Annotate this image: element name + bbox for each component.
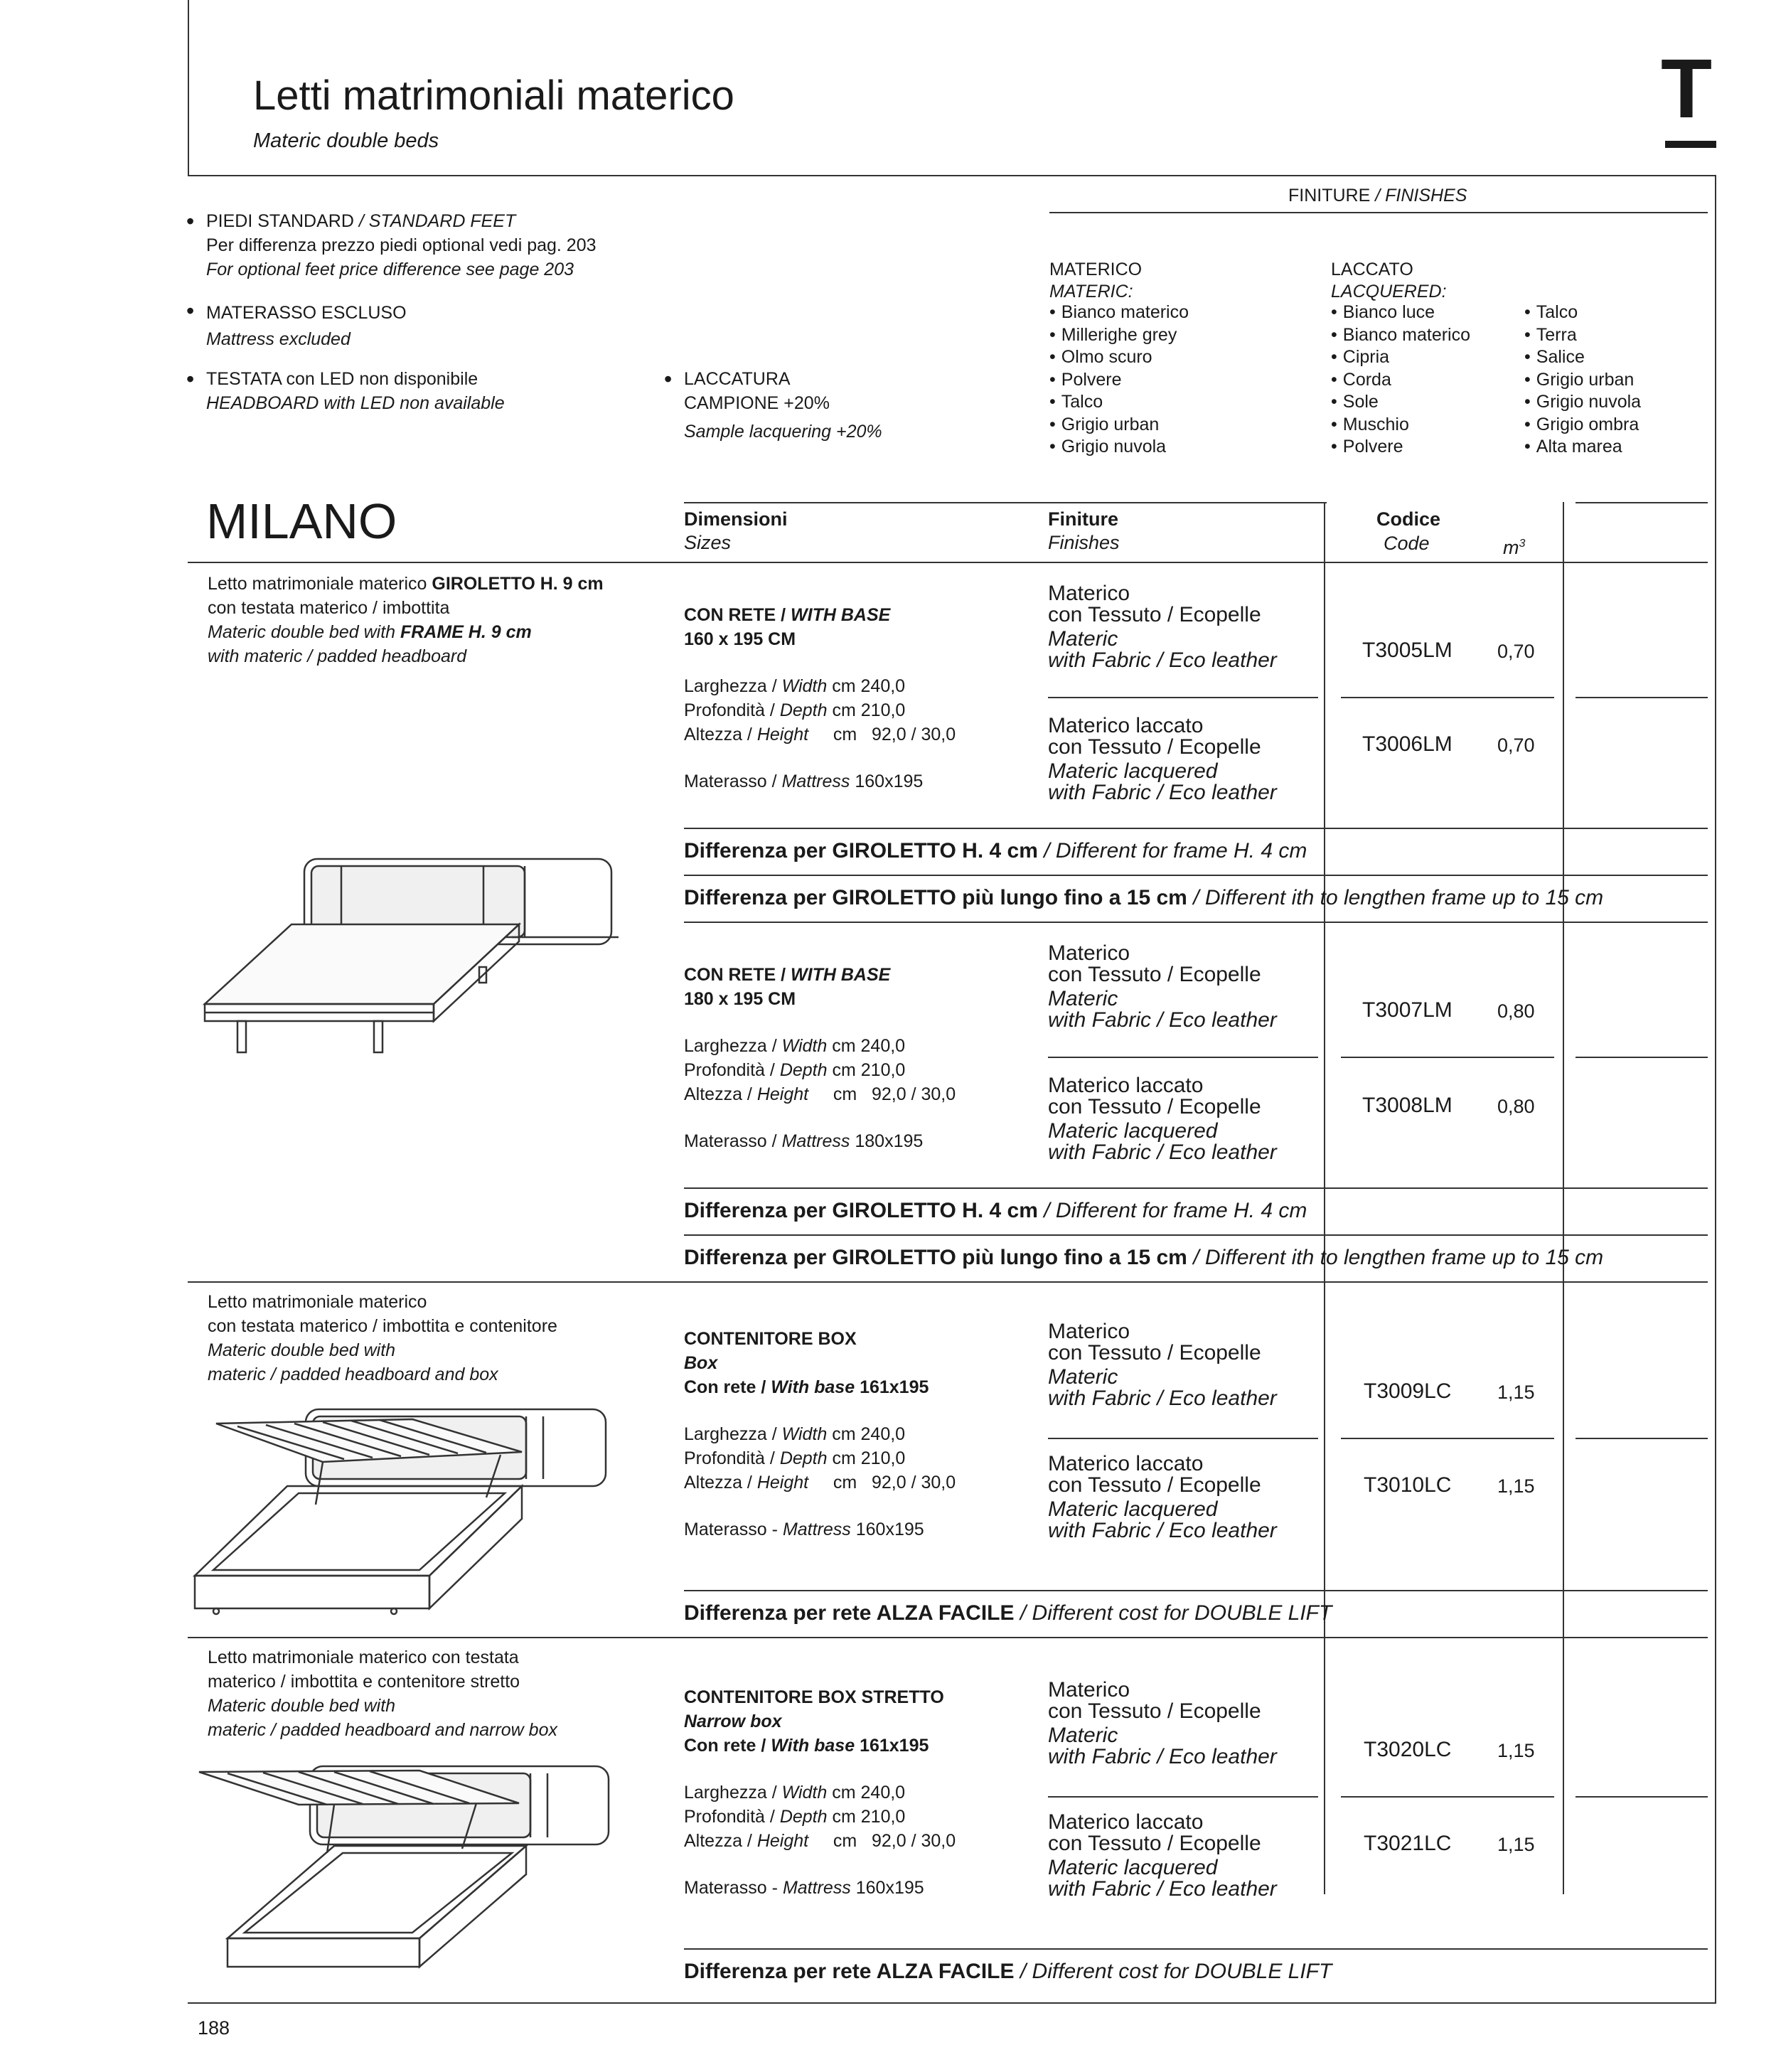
finish-divider: [1576, 1438, 1708, 1439]
finish-item: • Bianco materico: [1331, 324, 1470, 347]
code-value: T3010LC: [1364, 1473, 1452, 1497]
m3-value: 0,70: [1497, 735, 1535, 756]
header-code: Codice: [1376, 508, 1441, 530]
finish-item: • Terra: [1524, 324, 1641, 347]
finishes-rule: [1049, 212, 1708, 213]
finish-item: • Muschio: [1331, 414, 1470, 437]
m3-value: 0,70: [1497, 641, 1535, 662]
code-value: T3006LM: [1362, 732, 1453, 756]
bed-illustration-3: [192, 1761, 619, 1974]
code-value: T3021LC: [1364, 1832, 1452, 1855]
finishes-laccato: LACCATO LACQUERED: • Bianco luce • Bianco materico • Cipria • Corda • Sole • Muschio • Polvere: [1331, 257, 1470, 459]
diff-double-lift: Differenza per rete ALZA FACILE / Different cost for DOUBLE LIFT: [684, 1960, 1332, 1983]
code-value: T3020LC: [1364, 1738, 1452, 1761]
row-rule: [684, 1187, 1708, 1189]
finish-item: • Cipria: [1331, 346, 1470, 369]
row-rule: [684, 1234, 1708, 1236]
page-left-rule: [188, 0, 189, 176]
m3-value: 0,80: [1497, 1096, 1535, 1117]
table-top-rule: [1576, 502, 1708, 503]
note-mattress: MATERASSO ESCLUSO Mattress excluded: [206, 303, 407, 349]
diff-frame-15: Differenza per GIROLETTO più lungo fino a 15 cm / Different ith to lengthen frame up to 15 cm: [684, 1246, 1604, 1269]
finishes-laccato-col2: [1524, 301, 1641, 459]
box-dims: CONTENITORE BOX Box Con rete / With base 161x195 Larghezza / Width cm 240,0 Profondità / Depth cm 210,0 Altezza / Height cm 92,0 / 30,0 Materasso - Mattress 160x195: [684, 1329, 956, 1539]
product-rule: [188, 1637, 1708, 1638]
bed-illustration-2: [188, 1405, 614, 1618]
section-letter-underline: [1665, 141, 1716, 148]
finish-divider: [1341, 1796, 1554, 1798]
finish-materico: Materico con Tessuto / Ecopelle Materic with Fabric / Eco leather: [1048, 941, 1277, 1032]
finish-item: • Corda: [1331, 369, 1470, 392]
row-rule: [684, 828, 1708, 829]
finish-divider: [1048, 1438, 1318, 1439]
code-value: T3008LM: [1362, 1094, 1453, 1117]
finish-divider: [1048, 1057, 1318, 1058]
code-value: T3009LC: [1364, 1379, 1452, 1403]
row-180-dims: CON RETE / WITH BASE 180 x 195 CM Larghezza / Width cm 240,0 Profondità / Depth cm 210,0 Altezza / Height cm 92,0 / 30,0 Materasso / Mattress 180x195: [684, 965, 956, 1151]
col-divider: [1324, 502, 1325, 1894]
row-160-dims: CON RETE / WITH BASE 160 x 195 CM Larghezza / Width cm 240,0 Profondità / Depth cm 210,0 Altezza / Height cm 92,0 / 30,0 Materasso / Mattress 160x195: [684, 605, 956, 791]
finish-laccato: Materico laccato con Tessuto / Ecopelle Materic lacquered with Fabric / Eco leather: [1048, 1074, 1277, 1164]
finish-materico: Materico con Tessuto / Ecopelle Materic with Fabric / Eco leather: [1048, 582, 1277, 672]
finishes-heading: FINITURE / FINISHES: [1288, 186, 1467, 205]
finish-item: • Talco: [1049, 391, 1189, 414]
col-divider: [1563, 502, 1564, 1894]
model-name: MILANO: [206, 493, 397, 549]
page-title: Letti matrimoniali materico: [253, 73, 734, 119]
header-finishes: Finiture Finishes: [1048, 508, 1120, 553]
finish-divider: [1048, 697, 1318, 698]
finish-item: • Salice: [1524, 346, 1641, 369]
header-dimensions: Dimensioni Sizes: [684, 508, 788, 553]
finish-divider: [1576, 697, 1708, 698]
code-value: T3005LM: [1362, 639, 1453, 662]
header-code-en: Code: [1384, 533, 1430, 554]
row-rule: [684, 922, 1708, 923]
product-3-description: Letto matrimoniale materico con testata materico / imbottita e contenitore stretto Materic double bed with materic / padded headboard and narrow box: [208, 1648, 557, 1740]
m3-value: 1,15: [1497, 1740, 1535, 1761]
product-2-description: Letto matrimoniale materico con testata materico / imbottita e contenitore Materic double bed with materic / padded headboard and box: [208, 1292, 557, 1384]
narrow-box-dims: CONTENITORE BOX STRETTO Narrow box Con rete / With base 161x195 Larghezza / Width cm 240,0 Profondità / Depth cm 210,0 Altezza / Height cm 92,0 / 30,0 Materasso - Mattress 160x195: [684, 1687, 956, 1898]
finish-item: • Alta marea: [1524, 436, 1641, 459]
bullet-icon: •: [186, 298, 195, 324]
finish-item: • Polvere: [1331, 436, 1470, 459]
finish-item: • Talco: [1524, 301, 1641, 324]
finish-item: • Olmo scuro: [1049, 346, 1189, 369]
row-rule: [684, 1590, 1708, 1591]
bullet-icon: •: [186, 366, 195, 392]
finish-item: • Grigio urban: [1049, 414, 1189, 437]
m3-value: 1,15: [1497, 1475, 1535, 1497]
finish-divider: [1341, 1057, 1554, 1058]
finish-item: • Millerighe grey: [1049, 324, 1189, 347]
note-feet: PIEDI STANDARD / STANDARD FEET Per differenza prezzo piedi optional vedi pag. 203 For optional feet price difference see page 203: [206, 211, 597, 279]
finish-laccato: Materico laccato con Tessuto / Ecopelle Materic lacquered with Fabric / Eco leather: [1048, 1452, 1277, 1542]
diff-frame-15: Differenza per GIROLETTO più lungo fino a 15 cm / Different ith to lengthen frame up to 15 cm: [684, 886, 1604, 909]
finish-item: • Grigio urban: [1524, 369, 1641, 392]
finishes-materico: MATERICO MATERIC: • Bianco materico • Millerighe grey • Olmo scuro • Polvere • Talco • Grigio urban • Grigio nuvola: [1049, 257, 1189, 459]
diff-double-lift: Differenza per rete ALZA FACILE / Different cost for DOUBLE LIFT: [684, 1601, 1332, 1625]
row-rule: [684, 1948, 1708, 1950]
page-right-rule: [1715, 175, 1716, 2004]
header-bottom-rule: [188, 175, 1716, 176]
finish-item: • Polvere: [1049, 369, 1189, 392]
table-top-rule: [684, 502, 1327, 503]
code-value: T3007LM: [1362, 998, 1453, 1022]
product-rule: [188, 1281, 1708, 1283]
diff-frame-4: Differenza per GIROLETTO H. 4 cm / Different for frame H. 4 cm: [684, 839, 1307, 863]
finish-item: • Bianco materico: [1049, 301, 1189, 324]
page-bottom-rule: [188, 2002, 1716, 2004]
m3-value: 0,80: [1497, 1000, 1535, 1022]
finish-divider: [1341, 1438, 1554, 1439]
header-bottom-rule: [188, 562, 1708, 563]
bed-illustration-1: [199, 853, 626, 1081]
section-letter: T: [1661, 42, 1713, 136]
header-m3: $m^3$: [1503, 537, 1526, 558]
bullet-icon: •: [664, 366, 673, 392]
finish-item: • Bianco luce: [1331, 301, 1470, 324]
m3-value: 1,15: [1497, 1834, 1535, 1855]
finish-divider: [1048, 1796, 1318, 1798]
bullet-icon: •: [186, 208, 195, 234]
diff-frame-4: Differenza per GIROLETTO H. 4 cm / Different for frame H. 4 cm: [684, 1199, 1307, 1222]
page-number: 188: [198, 2017, 230, 2039]
note-headboard: TESTATA con LED non disponibile HEADBOARD with LED non available: [206, 369, 505, 413]
finish-item: • Sole: [1331, 391, 1470, 414]
finish-materico: Materico con Tessuto / Ecopelle Materic with Fabric / Eco leather: [1048, 1320, 1277, 1410]
row-rule: [684, 875, 1708, 876]
m3-value: 1,15: [1497, 1382, 1535, 1403]
finish-laccato: Materico laccato con Tessuto / Ecopelle Materic lacquered with Fabric / Eco leather: [1048, 1810, 1277, 1901]
product-1-description: Letto matrimoniale materico GIROLETTO H. 9 cm con testata materico / imbottita Materic double bed with FRAME H. 9 cm with materic / padded headboard: [208, 574, 604, 666]
finish-item: • Grigio nuvola: [1049, 436, 1189, 459]
finish-divider: [1341, 697, 1554, 698]
finish-divider: [1576, 1796, 1708, 1798]
finish-item: • Grigio ombra: [1524, 414, 1641, 437]
finish-materico: Materico con Tessuto / Ecopelle Materic with Fabric / Eco leather: [1048, 1678, 1277, 1768]
finish-item: • Grigio nuvola: [1524, 391, 1641, 414]
page-subtitle: Materic double beds: [253, 129, 439, 152]
finish-laccato: Materico laccato con Tessuto / Ecopelle Materic lacquered with Fabric / Eco leather: [1048, 714, 1277, 804]
finish-divider: [1576, 1057, 1708, 1058]
note-lacquering: LACCATURA CAMPIONE +20% Sample lacquering +20%: [684, 369, 882, 442]
